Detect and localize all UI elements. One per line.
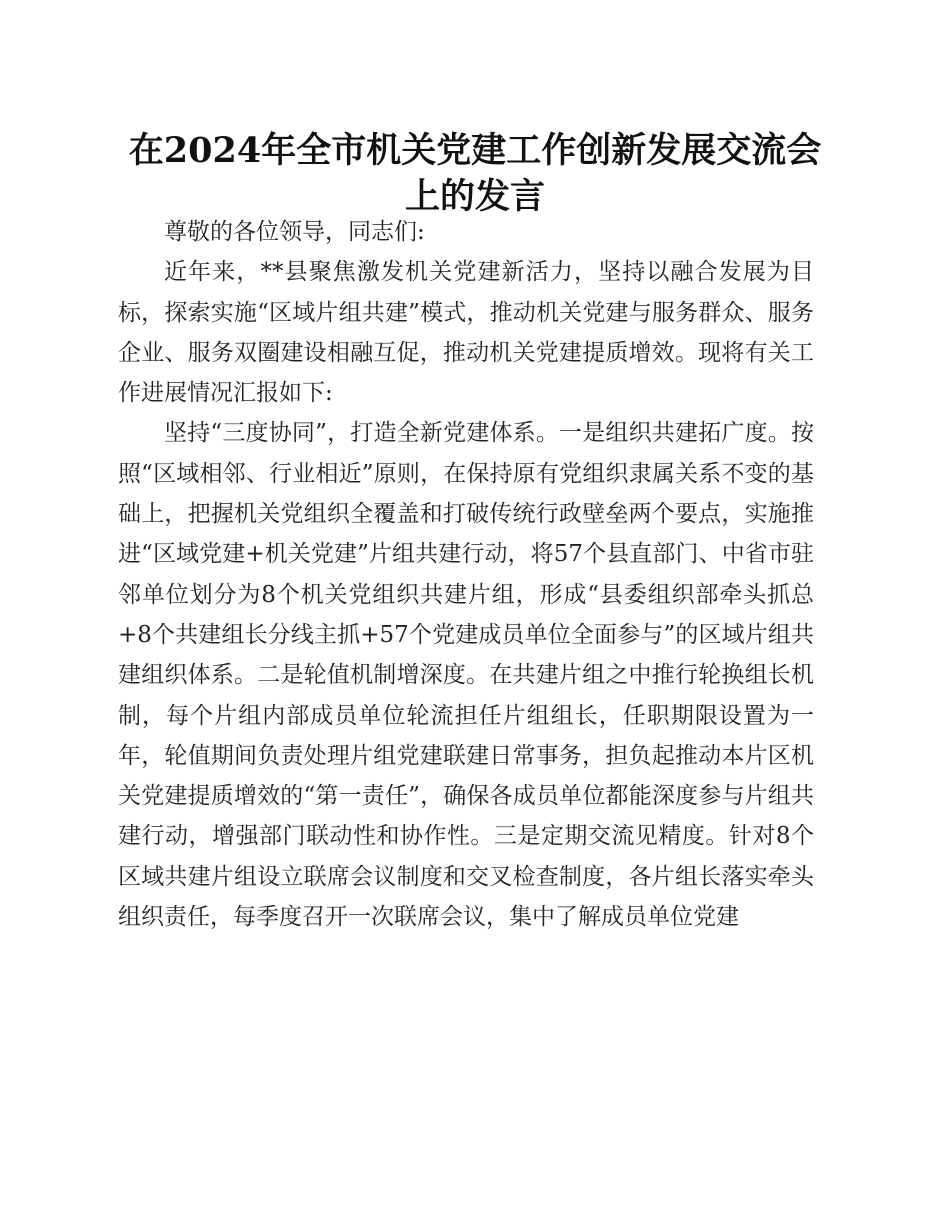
paragraph-three-degrees: 坚持“三度协同”，打造全新党建体系。一是组织共建拓广度。按照“区域相邻、行业相近”原则，在保持原有党组织隶属关系不变的基础上，把握机关党组织全覆盖和打破传统行政壁垒两个要点，实施推进“区域党建+机关党建”片组共建行动，将57个县直部门、中省市驻邻单位划分为8个机关党组织共建片组，形成“县委组织部牵头抓总+8个共建组长分线主抓+57个党建成员单位全面参与”的区域片组共建组织体系。二是轮值机制增深度。在共建片组之中推行轮换组长机制，每个片组内部成员单位轮流担任片组组长，任职期限设置为一年，轮值期间负责处理片组党建联建日常事务，担负起推动本片区机关党建提质增效的“第一责任”，确保各成员单位都能深度参与片组共建行动，增强部门联动性和协作性。三是定期交流见精度。针对8个区域共建片组设立联席会议制度和交叉检查制度，各片组长落实牵头组织责任，每季度召开一次联席会议，集中了解成员单位党建	[118, 420, 814, 931]
paragraph-introduction: 近年来，**县聚焦激发机关党建新活力，坚持以融合发展为目标，探索实施“区域片组共建”模式，推动机关党建与服务群众、服务企业、服务双圈建设相融互促，推动机关党建提质增效。现将有关工作进展情况汇报如下:	[118, 259, 814, 407]
paragraph-salutation: 尊敬的各位领导，同志们:	[164, 219, 425, 245]
document-title: 在2024年全市机关党建工作创新发展交流会上的发言	[128, 130, 822, 217]
document-body	[118, 212, 814, 937]
